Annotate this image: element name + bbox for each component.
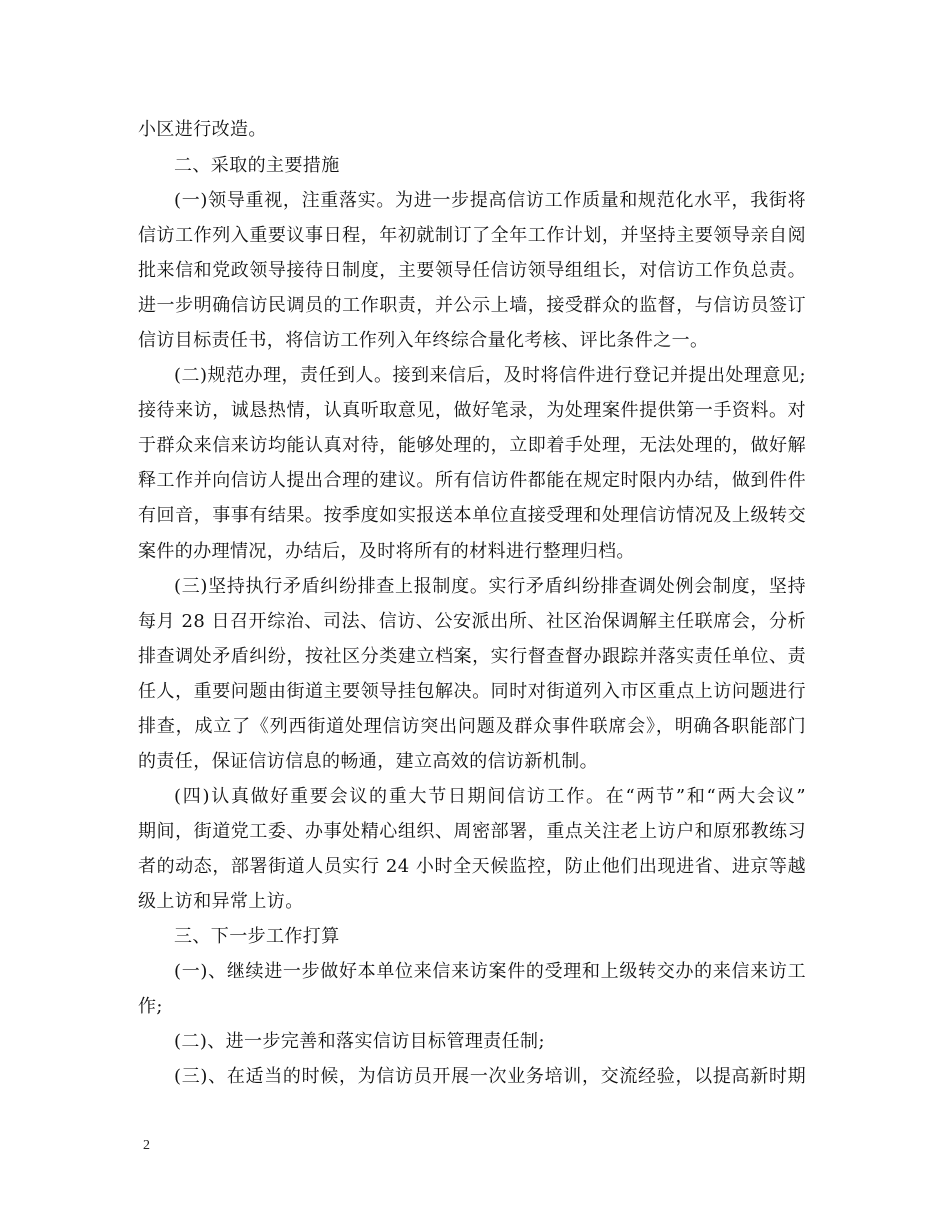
text-line: 排查调处矛盾纠纷，按社区分类建立档案，实行督查督办跟踪并落实责任单位、责 [138,646,806,667]
text-line: (二)规范办理，责任到人。接到来信后，及时将信件进行登记并提出处理意见; [174,365,806,386]
text-line: (三)、在适当的时候，为信访员开展一次业务培训，交流经验，以提高新时期 [174,1066,806,1087]
text-line: 进一步明确信访民调员的工作职责，并公示上墙，接受群众的监督，与信访员签订 [138,295,806,316]
text-line: 案件的办理情况，办结后，及时将所有的材料进行整理归档。 [138,541,635,562]
text-line: 作; [138,996,163,1017]
section-heading: 二、采取的主要措施 [174,155,340,176]
text-line: (一)领导重视，注重落实。为进一步提高信访工作质量和规范化水平，我街将 [174,190,806,211]
text-line: 接待来访，诚恳热情，认真听取意见，做好笔录，为处理案件提供第一手资料。对 [138,400,806,421]
text-line: 释工作并向信访人提出合理的建议。所有信访件都能在规定时限内办结，做到件件 [138,470,806,491]
text-line: 每月 28 日召开综治、司法、信访、公安派出所、社区治保调解主任联席会，分析 [138,611,806,632]
section-heading: 三、下一步工作打算 [174,926,340,947]
text-line: 批来信和党政领导接待日制度，主要领导任信访领导组组长，对信访工作负总责。 [138,260,806,281]
text-line: 期间，街道党工委、办事处精心组织、周密部署，重点关注老上访户和原邪教练习 [138,821,806,842]
text-line: 于群众来信来访均能认真对待，能够处理的，立即着手处理，无法处理的，做好解 [138,435,806,456]
text-line: 有回音，事事有结果。按季度如实报送本单位直接受理和处理信访情况及上级转交 [138,505,806,526]
text-line: (一)、继续进一步做好本单位来信来访案件的受理和上级转交办的来信来访工 [174,961,806,982]
text-line: 任人，重要问题由街道主要领导挂包解决。同时对街道列入市区重点上访问题进行 [138,681,806,702]
text-line: 的责任，保证信访信息的畅通，建立高效的信访新机制。 [138,751,598,772]
text-line: 信访工作列入重要议事日程，年初就制订了全年工作计划，并坚持主要领导亲自阅 [138,225,806,246]
text-line: 排查，成立了《列西街道处理信访突出问题及群众事件联席会》，明确各职能部门 [138,716,806,737]
text-line: 信访目标责任书，将信访工作列入年终综合量化考核、评比条件之一。 [138,330,709,351]
page-number: 2 [143,1138,150,1153]
text-line: (四)认真做好重要会议的重大节日期间信访工作。在“两节”和“两大会议” [174,786,806,807]
text-line: (三)坚持执行矛盾纠纷排查上报制度。实行矛盾纠纷排查调处例会制度，坚持 [174,576,806,597]
text-line: 者的动态，部署街道人员实行 24 小时全天候监控，防止他们出现进省、进京等越 [138,856,806,877]
text-line: (二)、进一步完善和落实信访目标管理责任制; [174,1031,545,1052]
text-line: 小区进行改造。 [138,119,267,140]
text-line: 级上访和异常上访。 [138,891,304,912]
